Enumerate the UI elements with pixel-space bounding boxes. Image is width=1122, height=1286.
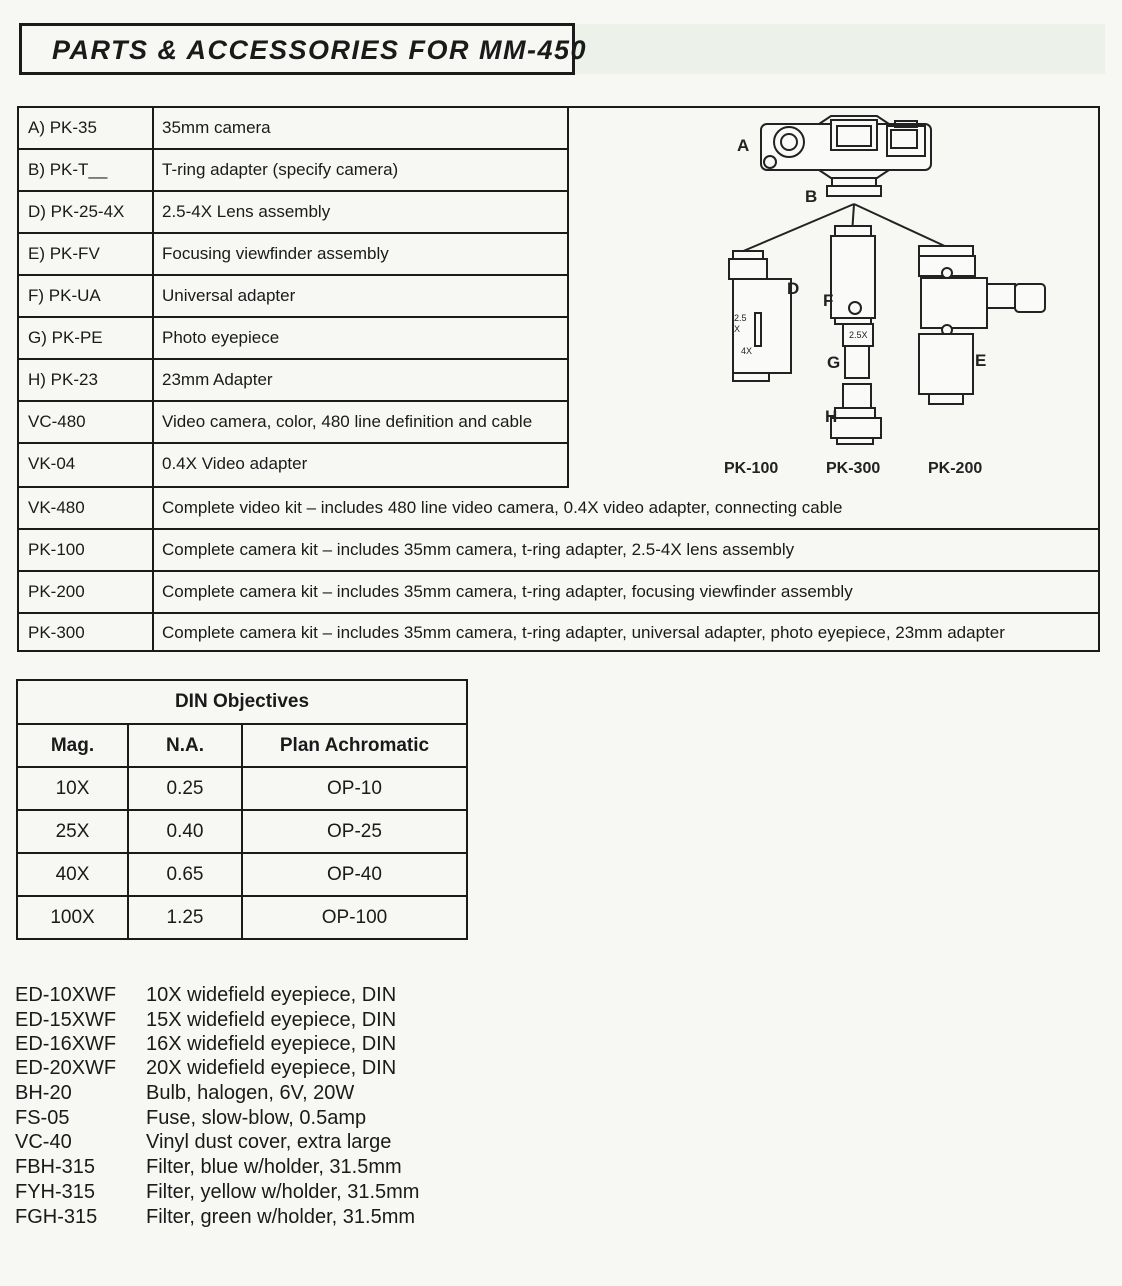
part-desc: 2.5-4X Lens assembly [162,202,331,221]
part-code: VK-480 [19,488,154,528]
part-code: E) PK-FV [19,234,154,274]
label-e: E [975,351,987,370]
part-desc: 35mm camera [162,118,271,137]
accessory-desc: Filter, yellow w/holder, 31.5mm [146,1181,420,1203]
parts-table [17,106,1100,652]
table-row [18,854,466,897]
label-f: F [823,291,834,310]
part-code: VK-04 [19,444,154,486]
accessory-desc: 20X widefield eyepiece, DIN [146,1057,397,1079]
accessory-code: VC-40 [15,1131,72,1153]
cell-mag: 100X [18,897,129,940]
part-desc: Complete camera kit – includes 35mm camera, t-ring adapter, universal adapter, photo eyepiece, 23mm adapter [162,623,1005,642]
table-row [18,811,466,854]
accessory-desc: Fuse, slow-blow, 0.5amp [146,1107,367,1129]
accessory-desc: 15X widefield eyepiece, DIN [146,1009,397,1031]
part-desc: 0.4X Video adapter [162,454,308,473]
eyepiece-mark: 2.5X [849,330,868,340]
part-desc: Photo eyepiece [162,328,280,347]
table-row [19,572,1098,614]
part-code: PK-200 [19,572,154,612]
table-row [19,234,567,276]
cell-plan: OP-25 [327,821,382,842]
objectives-title: DIN Objectives [18,681,466,725]
cell-mag: 25X [18,811,129,852]
accessory-desc: Filter, green w/holder, 31.5mm [146,1206,416,1228]
accessory-code: BH-20 [15,1082,72,1104]
table-row [19,488,1098,530]
label-d: D [787,279,800,298]
part-desc: Universal adapter [162,286,296,305]
accessory-code: ED-10XWF [15,984,117,1006]
cell-na: 0.40 [129,811,243,852]
cell-na: 0.25 [129,768,243,809]
header-na: N.A. [129,725,243,766]
accessory-code: FYH-315 [15,1181,96,1203]
part-desc: T-ring adapter (specify camera) [162,160,399,179]
part-code: VC-480 [19,402,154,442]
label-b: B [805,187,818,206]
page-title: PARTS & ACCESSORIES FOR MM-450 [52,35,588,65]
part-code: G) PK-PE [19,318,154,358]
cell-mag: 40X [18,854,129,895]
diagram-drawing [569,108,1100,488]
cell-plan: OP-40 [327,864,382,885]
cell-plan: OP-100 [321,907,388,928]
table-row [19,402,567,444]
part-desc: Video camera, color, 480 line definition and cable [162,412,533,431]
cell-na: 1.25 [129,897,243,940]
part-code: H) PK-23 [19,360,154,400]
label-a: A [737,136,750,155]
accessory-desc: 16X widefield eyepiece, DIN [146,1033,397,1055]
bleed-through-band [575,24,1105,74]
header-plan: Plan Achromatic [279,735,430,756]
din-objectives-table [16,679,468,940]
table-row [19,318,567,360]
universal-adapter-icon [831,226,875,324]
part-desc: Complete video kit – includes 480 line video camera, 0.4X video adapter, connecting cable [162,498,843,517]
adapter-23mm-icon [831,384,881,444]
focusing-viewfinder-icon [919,246,1045,404]
part-desc: Complete camera kit – includes 35mm camera, t-ring adapter, 2.5-4X lens assembly [162,540,795,559]
table-row [19,276,567,318]
accessory-code: FBH-315 [15,1156,96,1178]
accessory-code: ED-20XWF [15,1057,117,1079]
accessory-code: FGH-315 [15,1206,98,1228]
cell-na: 0.65 [129,854,243,895]
accessory-code: ED-15XWF [15,1009,117,1031]
table-row [19,150,567,192]
part-code: B) PK-T__ [19,150,154,190]
kit-label-pk100: PK-100 [724,460,779,477]
table-row [19,108,567,150]
table-row [19,360,567,402]
lens-mark-2-5: 2.5 [734,313,747,323]
part-desc: Focusing viewfinder assembly [162,244,389,263]
accessory-desc: Filter, blue w/holder, 31.5mm [146,1156,402,1178]
kit-label-pk300: PK-300 [826,460,881,477]
accessory-desc: Vinyl dust cover, extra large [146,1131,392,1153]
table-row [19,444,567,488]
lens-mark-x: X [734,324,741,334]
cell-mag: 10X [18,768,129,809]
label-g: G [827,353,841,372]
table-row [19,530,1098,572]
page-title-box [19,23,588,75]
accessory-code: ED-16XWF [15,1033,117,1055]
cell-plan: OP-10 [327,778,382,799]
part-code: F) PK-UA [19,276,154,316]
accessory-code: FS-05 [15,1107,70,1129]
accessory-desc: 10X widefield eyepiece, DIN [146,984,397,1006]
table-row [18,768,466,811]
table-header-row [18,725,466,768]
part-desc: Complete camera kit – includes 35mm camera, t-ring adapter, focusing viewfinder assembly [162,582,853,601]
t-ring-icon [832,178,876,186]
part-code: D) PK-25-4X [19,192,154,232]
part-desc: 23mm Adapter [162,370,273,389]
part-code: PK-300 [19,614,154,652]
part-code: A) PK-35 [19,108,154,148]
lens-mark-4x: 4X [741,346,753,356]
part-code: PK-100 [19,530,154,570]
table-row [19,614,1098,652]
table-row [19,192,567,234]
accessory-desc: Bulb, halogen, 6V, 20W [146,1082,355,1104]
table-row [18,897,466,940]
camera-icon [761,116,931,178]
kit-label-pk200: PK-200 [928,460,983,477]
header-mag: Mag. [18,725,129,766]
camera-adapter-diagram [567,108,1100,488]
label-h: H [825,407,838,426]
